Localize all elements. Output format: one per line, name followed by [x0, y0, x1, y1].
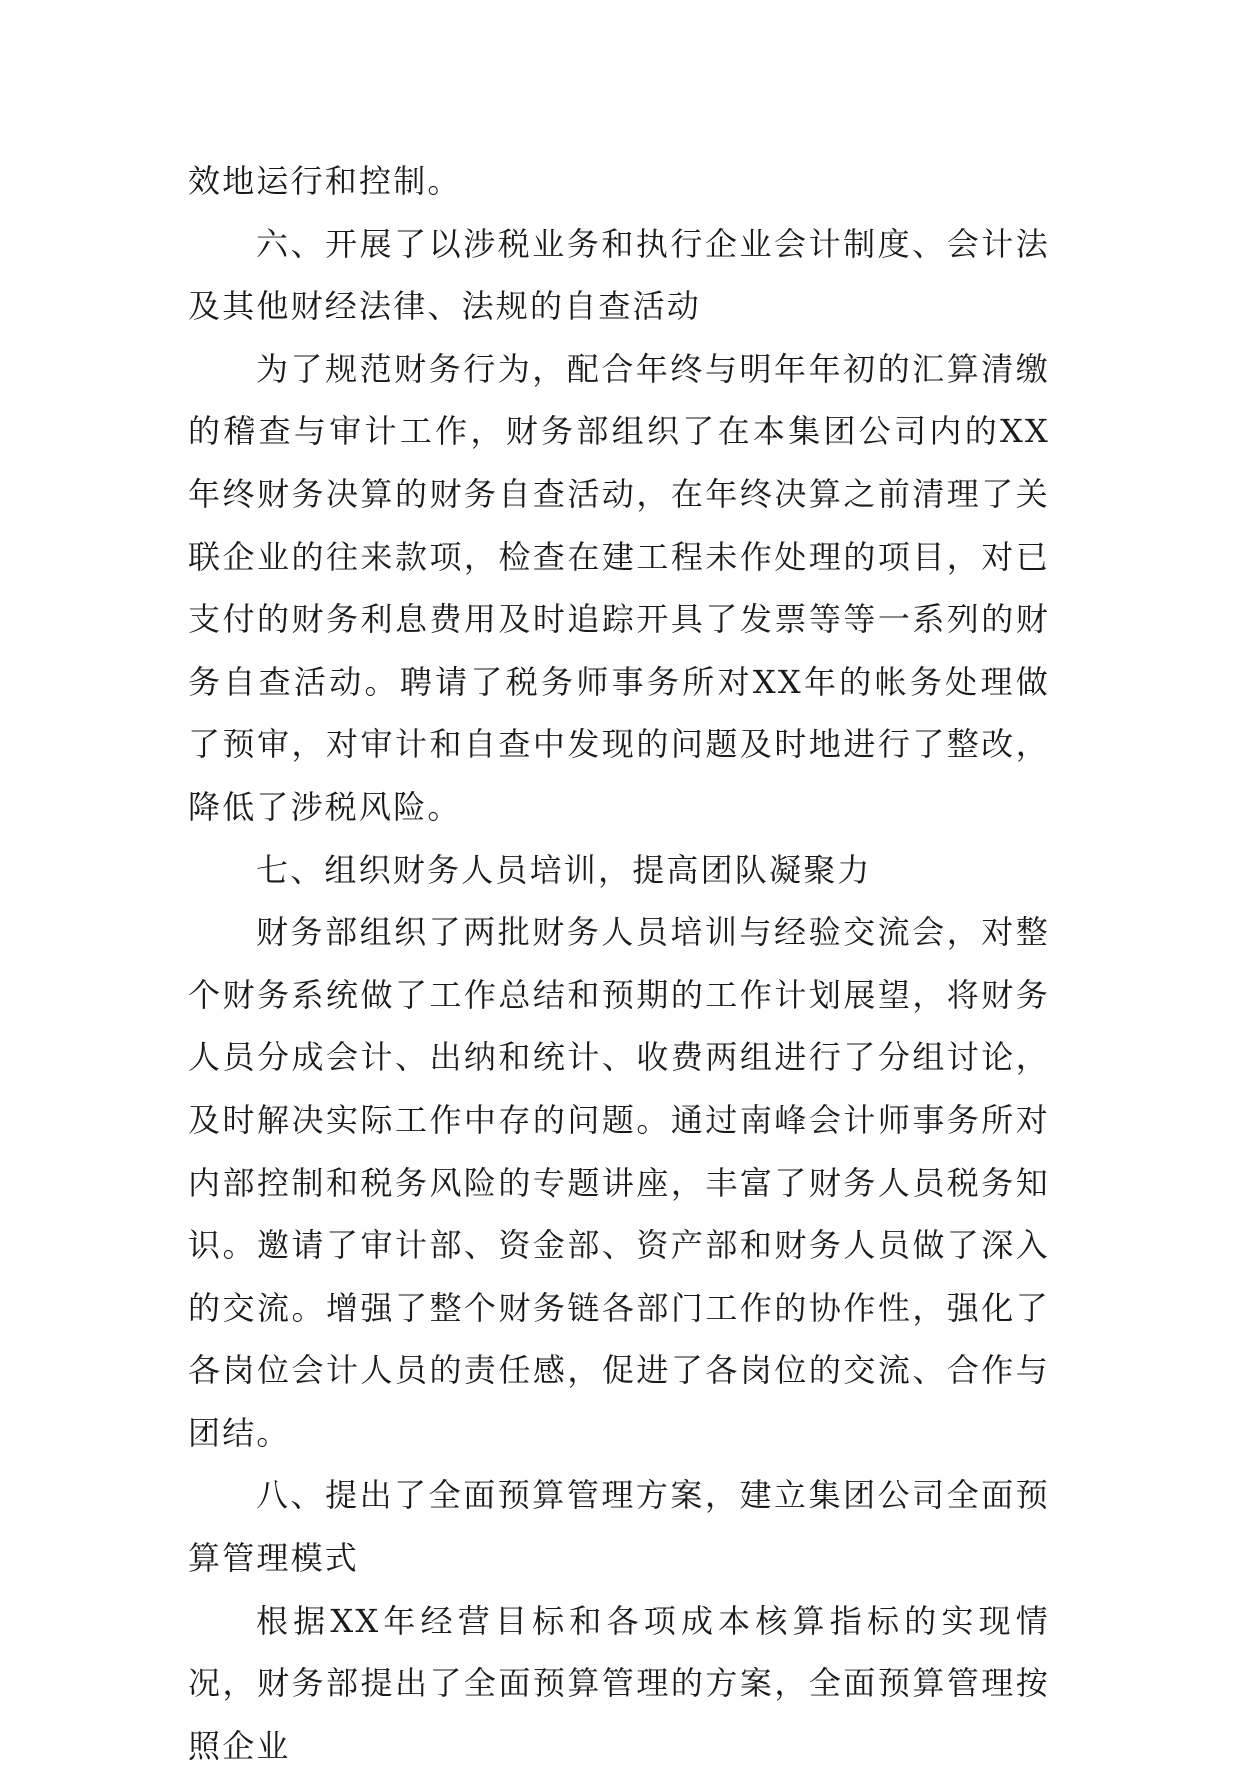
section-heading-seven: 七、组织财务人员培训，提高团队凝聚力 [256, 850, 872, 889]
section-heading-eight: 八、提出了全面预算管理方案，建立集团公司全面预算管理模式 [188, 1476, 1050, 1578]
paragraph-self-inspection: 为了规范财务行为，配合年终与明年年初的汇算清缴的稽查与审计工作，财务部组织了在本集团公司内的XX年终财务决算的财务自查活动，在年终决算之前清理了关联企业的往来款项，检查在建工程未作处理的项目，对已支付的财务利息费用及时追踪开具了发票等等一系列的财务自查活动。聘请了税务师事务所对XX年的帐务处理做了预审，对审计和自查中发现的问题及时地进行了整改，降低了涉税风险。 [188, 349, 1050, 826]
section-heading-six: 六、开展了以涉税业务和执行企业会计制度、会计法及其他财经法律、法规的自查活动 [188, 224, 1050, 326]
paragraph-continuation: 效地运行和控制。 [188, 162, 462, 200]
document-body [188, 150, 1050, 1777]
paragraph-budget-management: 根据XX年经营目标和各项成本核算指标的实现情况，财务部提出了全面预算管理的方案，全面预算管理按照企业 [188, 1601, 1050, 1765]
paragraph-staff-training: 财务部组织了两批财务人员培训与经验交流会，对整个财务系统做了工作总结和预期的工作计划展望，将财务人员分成会计、出纳和统计、收费两组进行了分组讨论，及时解决实际工作中存的问题。通过南峰会计师事务所对内部控制和税务风险的专题讲座，丰富了财务人员税务知识。邀请了审计部、资金部、资产部和财务人员做了深入的交流。增强了整个财务链各部门工作的协作性，强化了各岗位会计人员的责任感，促进了各岗位的交流、合作与团结。 [188, 913, 1050, 1452]
